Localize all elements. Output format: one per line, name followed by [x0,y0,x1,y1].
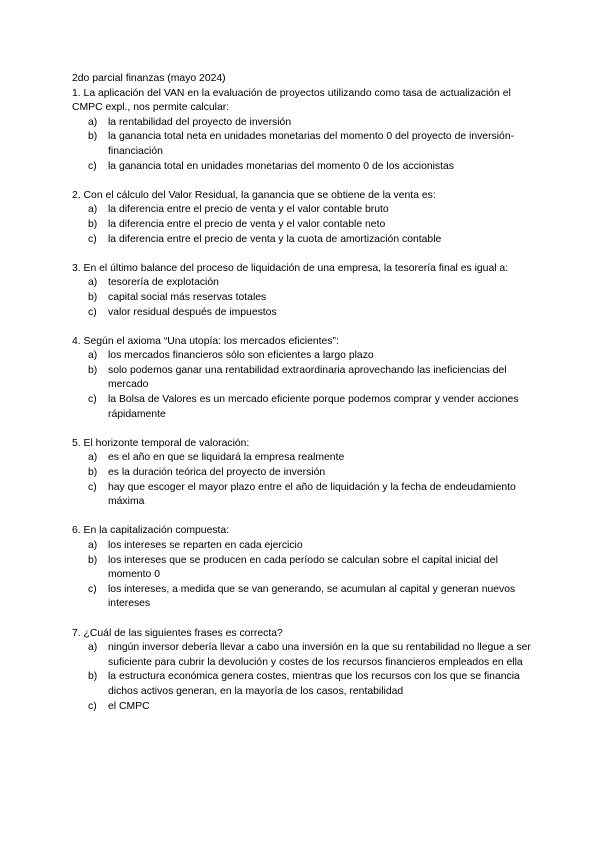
option-text: la diferencia entre el precio de venta y el valor contable neto [108,218,386,230]
option-letter: a) [88,540,98,551]
option-item [72,364,532,393]
option-item [72,481,532,510]
option-text: los intereses que se producen en cada período se calculan sobre el capital inicial del momento 0 [108,554,498,581]
option-text: la ganancia total neta en unidades monetarias del momento 0 del proyecto de inversión-financiación [108,131,515,157]
option-letter: b) [88,671,98,683]
option-text: capital social más reservas totales [108,291,267,303]
question-list [72,87,532,715]
document-page [72,72,532,729]
question-text: 5. El horizonte temporal de valoración: [72,437,250,449]
option-list [72,276,532,320]
option-letter: c) [88,700,97,712]
question-text: 1. La aplicación del VAN en la evaluación de proyectos utilizando como tasa de actualización el CMPC expl., nos permite calcular: [72,87,511,114]
option-letter: b) [88,291,98,303]
option-item [72,641,532,670]
option-item [72,466,532,481]
option-text: la estructura económica genera costes, mientras que los recursos con los que se financia dichos activos generan, en la mayoría de los casos, rentabilidad [108,671,520,697]
option-text: el CMPC [108,700,150,712]
question-block [72,437,532,510]
question-block [72,524,532,612]
option-item [72,554,532,583]
question-block [72,189,532,247]
question-text: 4. Según el axioma “Una utopía: los mercados eficientes”: [72,335,339,347]
option-item [72,583,532,612]
option-text: ningún inversor debería llevar a cabo una inversión en la que su rentabilidad no llegue a ser suficiente para cubrir la devolución y costes de los recursos financieros empleados en ella [108,642,531,668]
option-letter: a) [88,350,98,362]
option-text: la Bolsa de Valores es un mercado eficiente porque podemos comprar y vender acciones rápidamente [108,394,519,420]
option-letter: a) [88,204,98,216]
option-item [72,670,532,699]
option-letter: c) [88,233,97,245]
question-text: 2. Con el cálculo del Valor Residual, la ganancia que se obtiene de la venta es: [72,189,436,201]
question-text: 7. ¿Cuál de las siguientes frases es correcta? [72,627,283,639]
option-text: la ganancia total en unidades monetarias del momento 0 de los accionistas [108,160,454,172]
option-text: los mercados financieros sólo son eficientes a largo plazo [108,350,374,362]
question-block [72,87,532,175]
option-list [72,349,532,422]
option-text: los intereses, a medida que se van generando, se acumulan al capital y generan nuevos intereses [108,583,516,610]
option-item [72,276,532,291]
option-list [72,451,532,509]
option-item [72,539,532,554]
option-letter: b) [88,218,98,230]
document-title: 2do parcial finanzas (mayo 2024) [72,73,226,84]
option-text: solo podemos ganar una rentabilidad extraordinaria aprovechando las ineficiencias del mercado [108,364,507,391]
option-item [72,393,532,422]
option-text: valor residual después de impuestos [108,306,277,318]
option-list [72,641,532,714]
question-text: 3. En el último balance del proceso de liquidación de una empresa, la tesorería final es igual a: [72,262,509,274]
option-letter: c) [88,481,97,493]
option-item [72,116,532,131]
option-item [72,700,532,715]
option-letter: c) [88,160,97,172]
option-letter: b) [88,364,98,376]
option-item [72,160,532,175]
option-text: la diferencia entre el precio de venta y el valor contable bruto [108,204,389,216]
question-block [72,335,532,423]
option-list [72,203,532,247]
question-block [72,627,532,715]
option-list [72,116,532,174]
option-letter: b) [88,467,98,479]
option-text: es la duración teórica del proyecto de inversión [108,467,326,479]
option-text: tesorería de explotación [108,277,219,289]
option-item [72,130,532,159]
option-letter: a) [88,642,98,654]
question-text: 6. En la capitalización compuesta: [72,525,230,537]
option-list [72,539,532,612]
option-text: la diferencia entre el precio de venta y la cuota de amortización contable [108,233,442,245]
option-letter: a) [88,277,98,289]
option-letter: a) [88,452,98,464]
option-item [72,203,532,218]
option-text: es el año en que se liquidará la empresa realmente [108,452,345,464]
option-text: los intereses se reparten en cada ejercicio [108,540,303,551]
question-block [72,262,532,320]
option-letter: c) [88,394,97,406]
option-item [72,291,532,306]
option-item [72,451,532,466]
option-item [72,233,532,248]
option-letter: c) [88,583,97,595]
option-letter: b) [88,554,98,566]
option-letter: c) [88,306,97,318]
option-item [72,218,532,233]
option-letter: a) [88,116,98,128]
option-text: la rentabilidad del proyecto de inversión [108,116,292,128]
option-letter: b) [88,131,98,143]
option-text: hay que escoger el mayor plazo entre el año de liquidación y la fecha de endeudamiento máxima [108,481,516,508]
option-item [72,349,532,364]
option-item [72,306,532,321]
